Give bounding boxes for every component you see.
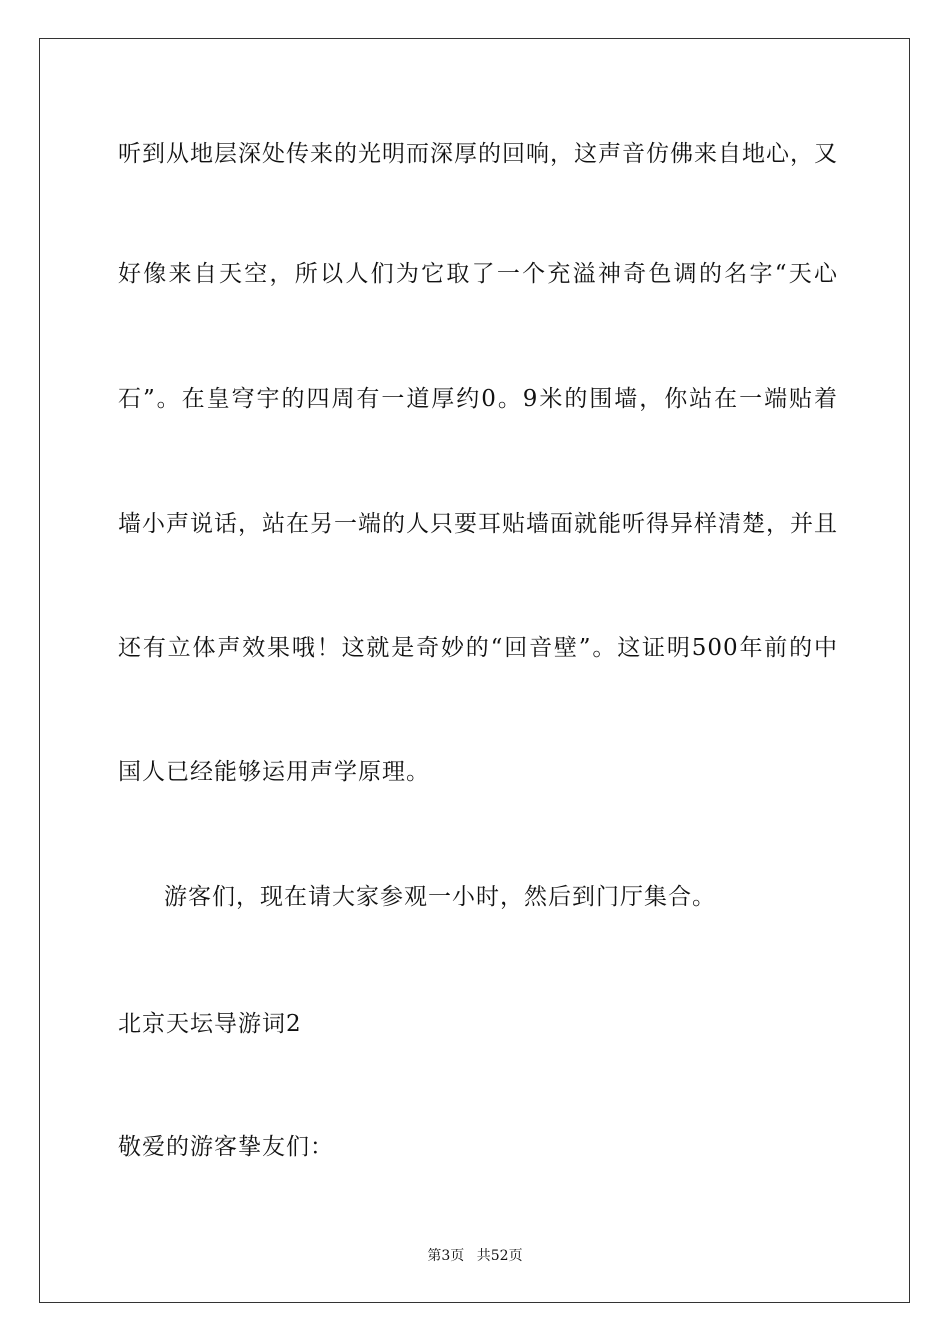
body-text-line-4: 墙小声说话，站在另一端的人只要耳贴墙面就能听得异样清楚，并且 [118,511,838,537]
body-text-line-5: 还有立体声效果哦！这就是奇妙的“回音壁”。这证明500年前的中 [118,635,838,661]
salutation-text: 敬爱的游客挚友们： [118,1134,334,1160]
body-text-line-3: 石”。在皇穹宇的四周有一道厚约0。9米的围墙，你站在一端贴着 [118,386,838,412]
page-total: 共52页 [476,1248,523,1264]
page-footer [0,1246,950,1266]
page-number: 第3页 [427,1248,465,1264]
body-text-line-1: 听到从地层深处传来的光明而深厚的回响，这声音仿佛来自地心，又 [118,141,838,167]
page-border [39,38,910,1303]
body-text-line-6: 国人已经能够运用声学原理。 [118,759,430,785]
section-heading: 北京天坛导游词2 [118,1011,302,1037]
body-text-line-2: 好像来自天空，所以人们为它取了一个充溢神奇色调的名字“天心 [118,261,838,287]
paragraph-text: 游客们，现在请大家参观一小时，然后到门厅集合。 [164,884,716,910]
